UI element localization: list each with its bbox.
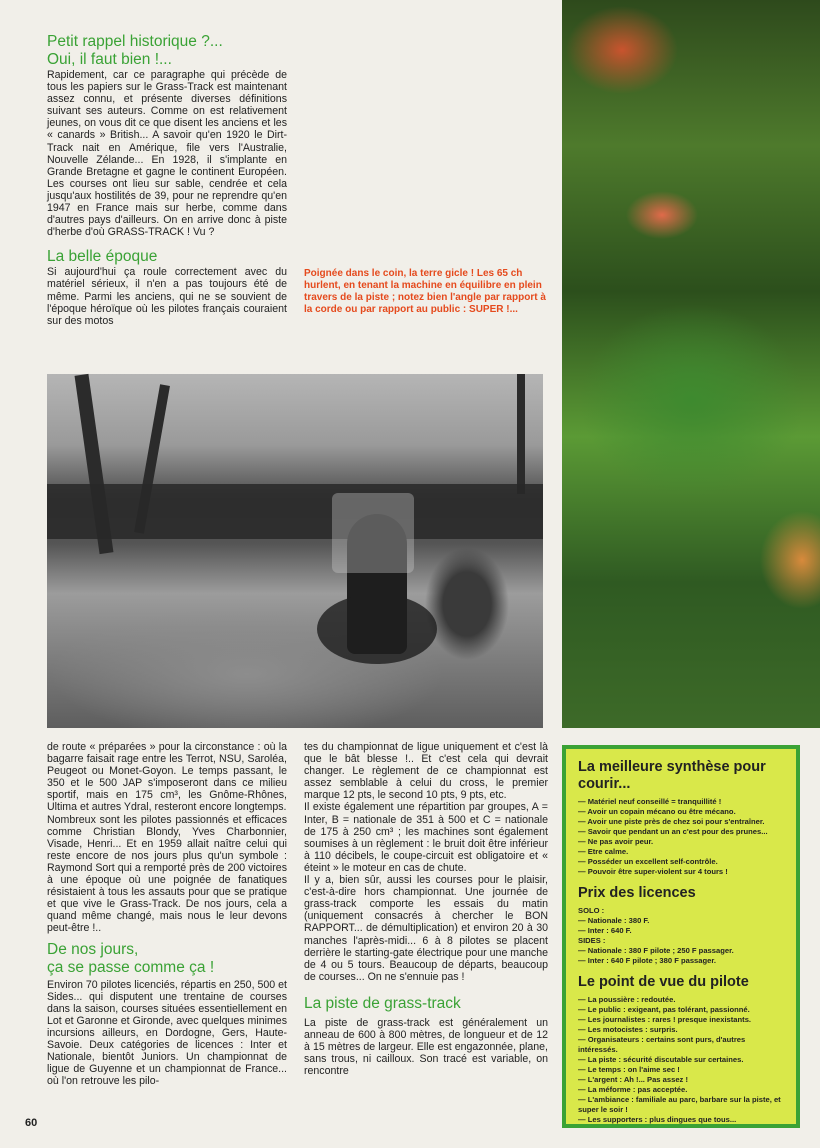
list-item: — Savoir que pendant un an c'est pour des prunes...: [578, 827, 768, 836]
licences-list: [578, 906, 784, 966]
watermark-logo: [332, 493, 414, 573]
belle-epoque-text: Si aujourd'hui ça roule correctement avec du matériel sérieux, il n'en a pas toujours été de même. Parmi les anciens, qui ne se souvient de l'époque héroïque où les pilotes français couraient sur des motos: [47, 266, 287, 327]
col1-text-1: de route « préparées » pour la circonstance : où la bagarre faisait rage entre les Terrot, NSU, Saroléa, Peugeot ou Monet-Goyon. Le temps passant, le 350 et le 500 JAP s'imposeront dans ce milieu sportif, mais en 175 cm³, les Gnôme-Rhônes, Ultima et autres Ydral, resteront encore longtemps.: [47, 741, 287, 814]
list-item: SIDES :: [578, 936, 606, 945]
col2-text-1: tes du championnat de ligue uniquement et c'est là que le bât blesse !.. Et c'est cela qui devrait changer. Le règlement de ce championnat est assez semblable à celui du cross, le premier marque 12 pts, le second 10 pts, 9 pts, etc.: [304, 741, 548, 802]
list-item: — La piste : sécurité discutable sur certaines.: [578, 1055, 744, 1064]
synthese-heading: La meilleure synthèse pour courir...: [578, 759, 766, 792]
list-item: — Les supporters : plus dingues que tous...: [578, 1115, 737, 1124]
grass-track-photo: [47, 374, 543, 728]
info-box: [562, 745, 800, 1128]
intro-text: Rapidement, car ce paragraphe qui précède de tous les papiers sur le Grass-Track est maintenant assez connu, et présente diverses définitions suivant ses auteurs. Comme on est relativement jeunes, on vous dit ce que disent les anciens et les « canards » British... A savoir qu'en 1920 le Dirt-Track nait en Amérique, file vers l'Australie, Nouvelle Zélande... En 1928, il s'implante en Grande Bretagne et gagne le continent Européen. Les courses ont lieu sur sable, cendrée et cela jusqu'aux hostilités de 39, pour ne reprendre qu'en 1947 en France mais sur herbe, comme dans d'autres pays d'ailleurs. On en arrive donc à piste d'herbe d'où GRASS-TRACK ! Vu ?: [47, 69, 287, 239]
pilote-list: [578, 995, 784, 1125]
list-item: — Le temps : on l'aime sec !: [578, 1065, 680, 1074]
list-item: — Inter : 640 F.: [578, 926, 632, 935]
piste-heading: La piste de grass-track: [304, 994, 461, 1012]
list-item: — Avoir une piste près de chez soi pour s'entraîner.: [578, 817, 765, 826]
col2-text-2: Il existe également une répartition par groupes, A = Inter, B = nationale de 351 à 500 et C = nationale de 175 à 250 cm³ ; les machines sont également soumises à un règlement : le bruit doit être inférieur à 110 décibels, le coupe-circuit est obligatoire et « éteint » le moteur en cas de chute.: [304, 801, 548, 874]
color-photo: [562, 0, 820, 728]
list-item: — Etre calme.: [578, 847, 629, 856]
list-item: — L'argent : Ah !... Pas assez !: [578, 1075, 688, 1084]
intro-heading-1: Petit rappel historique ?...: [47, 33, 223, 50]
licences-heading: Prix des licences: [578, 885, 696, 901]
de-nos-jours-heading-2: ça se passe comme ça !: [47, 958, 215, 976]
page-number: 60: [25, 1117, 38, 1129]
list-item: — Les journalistes : rares ! presque inexistants.: [578, 1015, 752, 1024]
de-nos-jours-heading-1: De nos jours,: [47, 940, 139, 958]
list-item: — Avoir un copain mécano ou être mécano.: [578, 807, 736, 816]
belle-epoque-heading: La belle époque: [47, 248, 158, 266]
list-item: — La poussière : redoutée.: [578, 995, 676, 1004]
intro-heading-2: Oui, il faut bien !...: [47, 51, 172, 68]
photo-caption: Poignée dans le coin, la terre gicle ! Les 65 ch hurlent, en tenant la machine en équilibre en plein travers de la piste ; notez bien l'angle par rapport à la corde ou par rapport au public : SUPER !...: [304, 268, 546, 315]
list-item: — Matériel neuf conseillé = tranquillité !: [578, 797, 722, 806]
list-item: — La méforme : pas acceptée.: [578, 1085, 688, 1094]
column-2: [304, 741, 548, 1077]
intro-section: [47, 33, 287, 327]
column-1-continued: [47, 741, 287, 1087]
list-item: — Posséder un excellent self-contrôle.: [578, 857, 718, 866]
pilote-heading: Le point de vue du pilote: [578, 974, 749, 990]
piste-text: La piste de grass-track est généralement un anneau de 600 à 800 mètres, de longueur et de 12 à 15 mètres de largeur. Elle est engazonnée, plane, sans trous, ni cailloux. Son tracé est variable, on rencontre: [304, 1016, 548, 1078]
list-item: — Organisateurs : certains sont purs, d'autres intéressés.: [578, 1035, 746, 1054]
list-item: — Ne pas avoir peur.: [578, 837, 654, 846]
synthese-list: [578, 797, 784, 877]
col1-text-2: Nombreux sont les pilotes passionnés et efficaces comme Christian Blondy, Yves Charbonnier, Visade, Henri... Et en 1959 allait naître celui qui reste encore de nos jours plus qu'un symbole : Raymond Sort qui a remporté près de 200 victoires à une époque où une poignée de fanatiques résistaient à tous les assauts pour que se pratique et que vive le Grass-Track. De nos jours, cela a quand même changé, mais nous le leur devons peut-être !..: [47, 813, 287, 935]
de-nos-jours-text: Environ 70 pilotes licenciés, répartis en 250, 500 et Sides... qui disputent une trentaine de courses dans la saison, courses situées essentiellement en Lot et Garonne et Gironde, avec quelques minimes incursions ailleurs, en Dordogne, Gers, Haute-Savoie. Deux catégories de licences : Inter et Nationale, bientôt Juniors. Un championnat de ligue de Guyenne et un championnat de France... où l'on retrouve les pilo-: [47, 978, 287, 1088]
list-item: — Le public : exigeant, pas tolérant, passionné.: [578, 1005, 750, 1014]
list-item: SOLO :: [578, 906, 605, 915]
list-item: — Inter : 640 F pilote ; 380 F passager.: [578, 956, 716, 965]
list-item: — L'ambiance : familiale au parc, barbare sur la piste, et super le soir !: [578, 1095, 781, 1114]
col2-text-3: Il y a, bien sûr, aussi les courses pour le plaisir, c'est-à-dire hors championnat. Une journée de grass-track comporte les essais du matin (uniquement consacrés à chercher le BON RAPPORT... de démultiplication) et environ 20 à 30 manches l'après-midi... 6 à 8 pilotes se placent derrière le starting-gate électrique pour une manche de 4 ou 5 tours. Beaucoup de départs, beaucoup de courses... On ne s'ennuie pas !: [304, 874, 548, 983]
list-item: — Nationale : 380 F.: [578, 916, 650, 925]
list-item: — Nationale : 380 F pilote ; 250 F passager.: [578, 946, 734, 955]
list-item: — Les motocistes : surpris.: [578, 1025, 678, 1034]
list-item: — Pouvoir être super-violent sur 4 tours !: [578, 867, 728, 876]
